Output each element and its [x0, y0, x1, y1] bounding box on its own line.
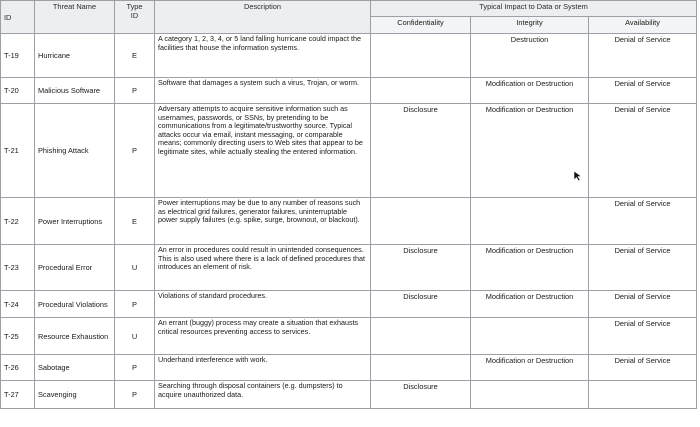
row-availability: Denial of Service [589, 78, 697, 104]
row-threat-name: Resource Exhaustion [35, 318, 115, 355]
row-availability: Denial of Service [589, 104, 697, 198]
table-row [1, 291, 697, 318]
row-id: T-26 [1, 355, 35, 381]
row-description: Software that damages a system such a virus, Trojan, or worm. [155, 78, 371, 104]
row-availability: Denial of Service [589, 291, 697, 318]
row-description: Underhand interference with work. [155, 355, 371, 381]
row-integrity [471, 381, 589, 409]
row-threat-name: Scavenging [35, 381, 115, 409]
row-integrity: Destruction [471, 34, 589, 78]
header-availability: Availability [589, 17, 697, 34]
row-integrity [471, 318, 589, 355]
row-integrity: Modification or Destruction [471, 355, 589, 381]
row-description: An errant (buggy) process may create a situation that exhausts critical resources preventing access to services. [155, 318, 371, 355]
row-type: P [115, 104, 155, 198]
row-id: T-27 [1, 381, 35, 409]
table-row [1, 318, 697, 355]
row-threat-name: Malicious Software [35, 78, 115, 104]
row-confidentiality [371, 318, 471, 355]
row-description: A category 1, 2, 3, 4, or 5 land falling hurricane could impact the facilities that house the information systems. [155, 34, 371, 78]
row-threat-name: Procedural Violations [35, 291, 115, 318]
row-description: Power interruptions may be due to any number of reasons such as electrical grid failures, generator failures, uninterruptable power supply failures (e.g. spike, surge, brownout, or blackout). [155, 198, 371, 245]
row-type: U [115, 318, 155, 355]
table-row [1, 381, 697, 409]
row-confidentiality: Disclosure [371, 245, 471, 291]
row-availability: Denial of Service [589, 355, 697, 381]
row-integrity: Modification or Destruction [471, 104, 589, 198]
header-description: Description [155, 1, 371, 34]
row-id: T-23 [1, 245, 35, 291]
row-description: Searching through disposal containers (e.g. dumpsters) to acquire unauthorized data. [155, 381, 371, 409]
row-confidentiality [371, 34, 471, 78]
row-confidentiality: Disclosure [371, 104, 471, 198]
row-availability [589, 381, 697, 409]
row-description: An error in procedures could result in unintended consequences. This is also used where there is a lack of defined procedures that introduces an element of risk. [155, 245, 371, 291]
table-row [1, 245, 697, 291]
row-integrity: Modification or Destruction [471, 291, 589, 318]
row-confidentiality: Disclosure [371, 291, 471, 318]
row-type: E [115, 198, 155, 245]
header-id: ID [1, 1, 35, 34]
table-row [1, 355, 697, 381]
row-type: U [115, 245, 155, 291]
row-integrity [471, 198, 589, 245]
row-id: T-21 [1, 104, 35, 198]
row-confidentiality [371, 198, 471, 245]
row-confidentiality: Disclosure [371, 381, 471, 409]
mouse-cursor-icon [573, 170, 583, 182]
row-confidentiality [371, 355, 471, 381]
row-id: T-25 [1, 318, 35, 355]
row-description: Violations of standard procedures. [155, 291, 371, 318]
row-threat-name: Procedural Error [35, 245, 115, 291]
header-integrity: Integrity [471, 17, 589, 34]
row-threat-name: Hurricane [35, 34, 115, 78]
row-availability: Denial of Service [589, 34, 697, 78]
row-integrity: Modification or Destruction [471, 245, 589, 291]
row-id: T-22 [1, 198, 35, 245]
row-type: P [115, 291, 155, 318]
header-type-id: Type ID [115, 1, 155, 34]
row-type: P [115, 78, 155, 104]
row-threat-name: Power Interruptions [35, 198, 115, 245]
row-threat-name: Phishing Attack [35, 104, 115, 198]
row-id: T-20 [1, 78, 35, 104]
header-impact: Typical Impact to Data or System [371, 1, 697, 17]
row-type: P [115, 381, 155, 409]
table-row [1, 78, 697, 104]
row-id: T-24 [1, 291, 35, 318]
row-threat-name: Sabotage [35, 355, 115, 381]
row-id: T-19 [1, 34, 35, 78]
row-description: Adversary attempts to acquire sensitive information such as usernames, passwords, or SSNs, by pretending to be communications from a legitimate/trustworthy source. Typical attacks occur via email, instant messaging, or comparable means; commonly directing users to Web sites that appear to be legitimate sites, while actually stealing the entered information. [155, 104, 371, 198]
table-row [1, 34, 697, 78]
row-availability: Denial of Service [589, 245, 697, 291]
table-row [1, 198, 697, 245]
header-threat-name: Threat Name [35, 1, 115, 34]
header-confidentiality: Confidentiality [371, 17, 471, 34]
row-integrity: Modification or Destruction [471, 78, 589, 104]
row-confidentiality [371, 78, 471, 104]
row-availability: Denial of Service [589, 318, 697, 355]
row-type: P [115, 355, 155, 381]
table-row [1, 104, 697, 198]
row-type: E [115, 34, 155, 78]
row-availability: Denial of Service [589, 198, 697, 245]
